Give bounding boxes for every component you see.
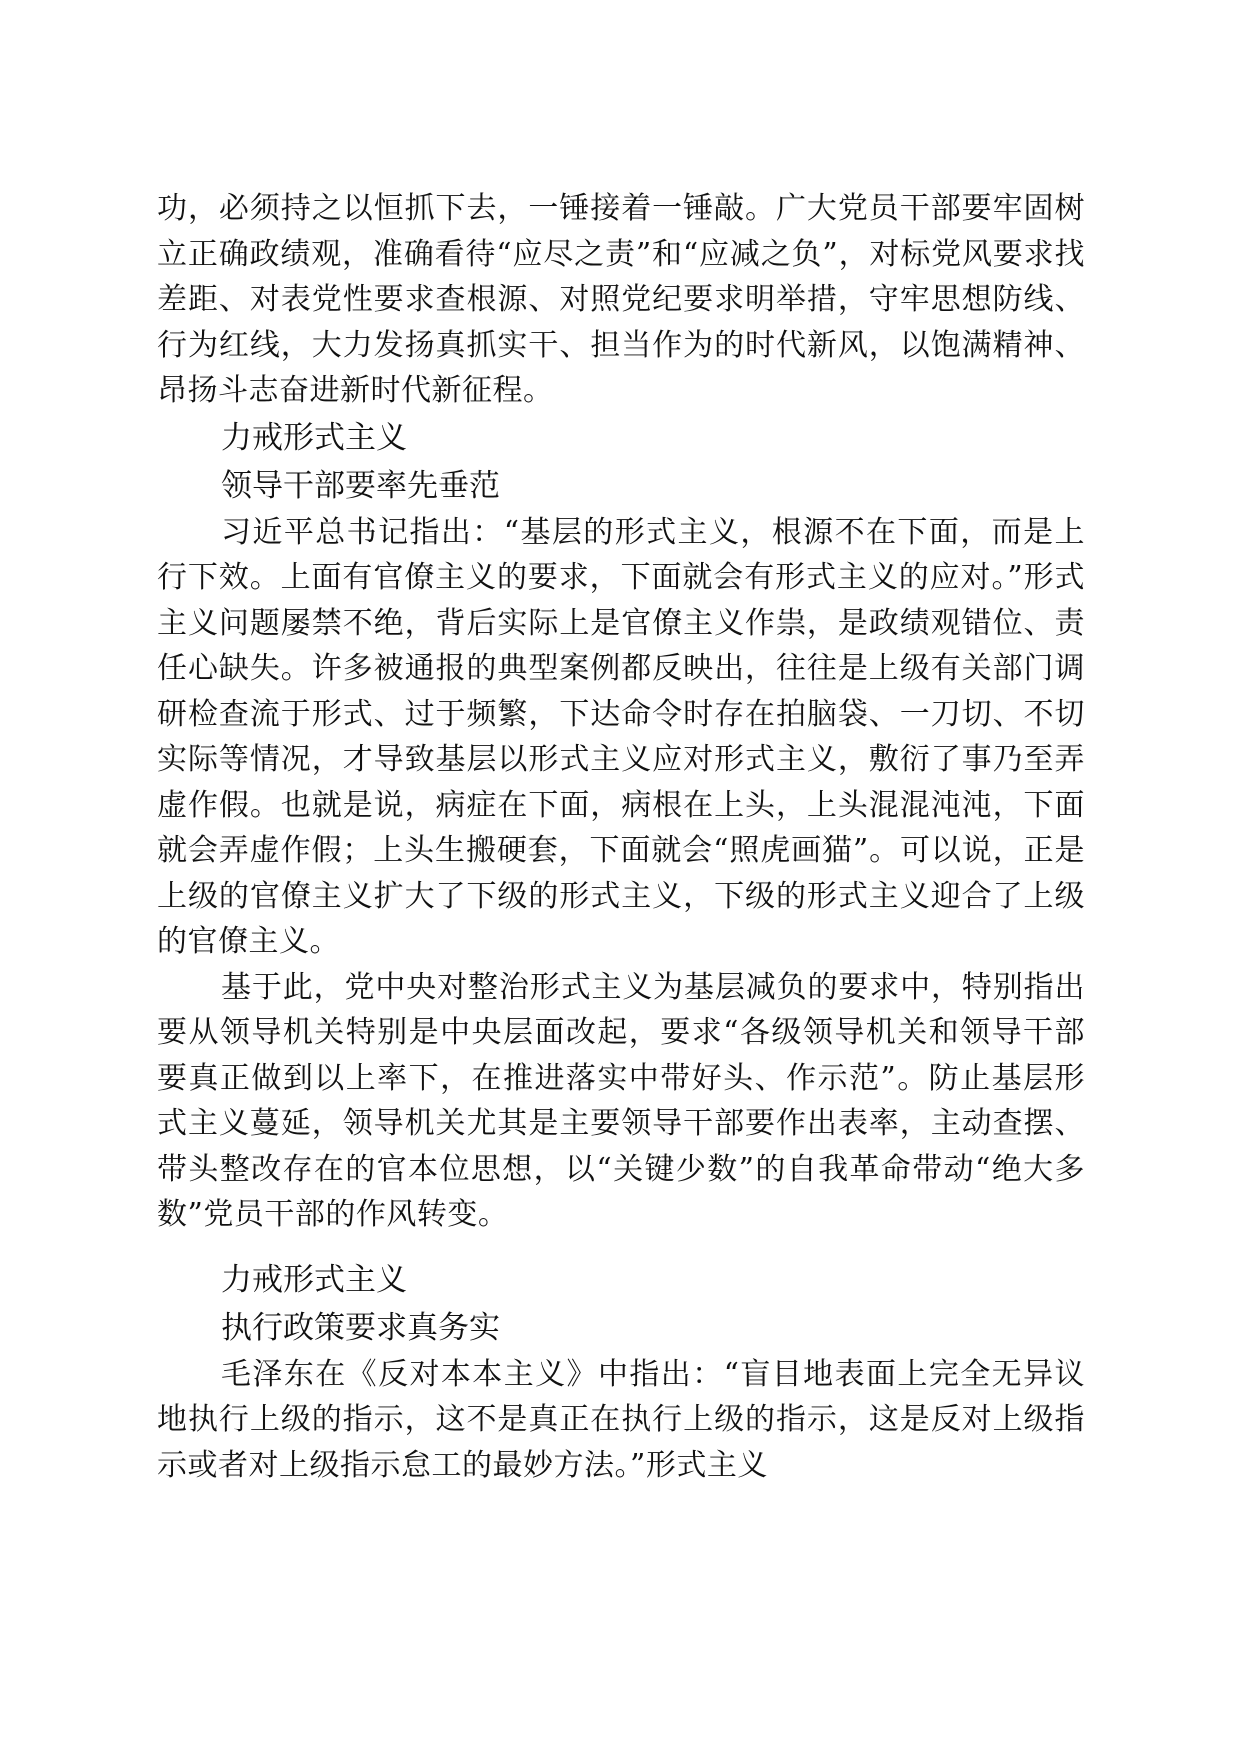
paragraph-continued: 功，必须持之以恒抓下去，一锤接着一锤敲。广大党员干部要牢固树立正确政绩观，准确看待“应尽之责”和“应减之负”，对标党风要求找差距、对表党性要求查根源、对照党纪要求明举措，守牢思想防线、行为红线，大力发扬真抓实干、担当作为的时代新风，以饱满精神、昂扬斗志奋进新时代新征程。 [157,191,1085,408]
section-1-heading-line-1: 力戒形式主义 [221,419,407,456]
section-1-heading-line-2: 领导干部要率先垂范 [221,467,500,504]
section-2-paragraph-1: 毛泽东在《反对本本主义》中指出：“盲目地表面上完全无异议地执行上级的指示，这不是真正在执行上级的指示，这是反对上级指示或者对上级指示怠工的最妙方法。”形式主义 [157,1356,1085,1483]
document-body [157,186,1085,1488]
section-1-paragraph-1: 习近平总书记指出：“基层的形式主义，根源不在下面，而是上行下效。上面有官僚主义的要求，下面就会有形式主义的应对。”形式主义问题屡禁不绝，背后实际上是官僚主义作祟，是政绩观错位、责任心缺失。许多被通报的典型案例都反映出，往往是上级有关部门调研检查流于形式、过于频繁，下达命令时存在拍脑袋、一刀切、不切实际等情况，才导致基层以形式主义应对形式主义，敷衍了事乃至弄虚作假。也就是说，病症在下面，病根在上头，上头混混沌沌，下面就会弄虚作假；上头生搬硬套，下面就会“照虎画猫”。可以说，正是上级的官僚主义扩大了下级的形式主义，下级的形式主义迎合了上级的官僚主义。 [157,514,1085,959]
section-2-heading-line-1: 力戒形式主义 [221,1261,407,1298]
section-2-heading-line-2: 执行政策要求真务实 [221,1309,500,1346]
section-1-paragraph-2: 基于此，党中央对整治形式主义为基层减负的要求中，特别指出要从领导机关特别是中央层面改起，要求“各级领导机关和领导干部要真正做到以上率下，在推进落实中带好头、作示范”。防止基层形式主义蔓延，领导机关尤其是主要领导干部要作出表率，主动查摆、带头整改存在的官本位思想，以“关键少数”的自我革命带动“绝大多数”党员干部的作风转变。 [157,969,1085,1232]
